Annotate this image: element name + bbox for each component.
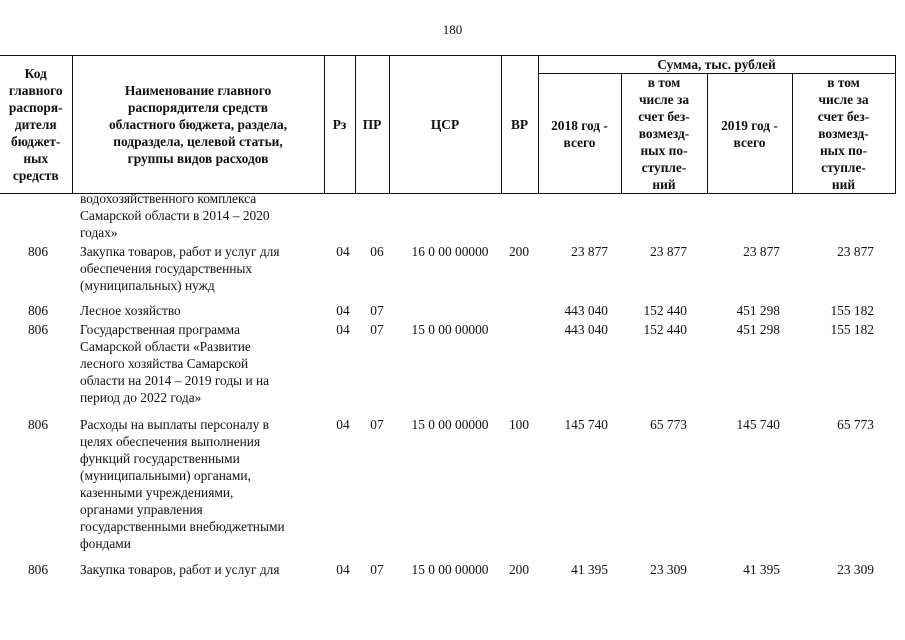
row-csr: 15 0 00 00000	[411, 562, 489, 577]
text-line: главного	[8, 83, 63, 98]
row-2018-free: 152 440	[643, 303, 687, 318]
header-2019-free	[792, 74, 895, 194]
text-line: ных по-	[819, 143, 868, 158]
header-pr: ПР	[355, 56, 389, 194]
row-2018-free: 23 309	[650, 562, 687, 577]
text-line: фондами	[80, 536, 131, 551]
header-2019-total	[707, 74, 792, 194]
text-line: Самарской области в 2014 – 2020	[80, 208, 270, 223]
row-pr: 07	[370, 322, 384, 337]
table-row	[0, 416, 905, 561]
text-line: числе за	[638, 92, 690, 107]
row-name	[80, 321, 322, 406]
row-2019-total: 41 395	[743, 562, 780, 577]
row-name	[80, 243, 322, 294]
text-line: (муниципальных) нужд	[80, 278, 215, 293]
row-2019-total: 145 740	[736, 417, 780, 432]
table-header	[0, 55, 896, 194]
header-name	[72, 56, 324, 194]
row-name	[80, 416, 322, 552]
row-2019-free: 155 182	[830, 322, 874, 337]
text-line: ных по-	[640, 143, 688, 158]
text-line: органами управления	[80, 502, 203, 517]
table-body	[0, 190, 905, 581]
text-line: счет без-	[638, 109, 690, 124]
text-line: всего	[733, 134, 766, 150]
text-line: ний	[652, 177, 676, 192]
text-line: ступле-	[821, 160, 866, 175]
text-line: Государственная программа	[80, 322, 240, 337]
row-code: 806	[27, 303, 49, 318]
row-code: 806	[27, 562, 49, 577]
row-rz: 04	[336, 244, 350, 259]
text-line: функций государственными	[80, 451, 240, 466]
text-line: (муниципальными) органами,	[80, 468, 251, 483]
row-name	[80, 302, 322, 319]
row-2018-total: 23 877	[571, 244, 608, 259]
text-line: казенными учреждениями,	[80, 485, 234, 500]
header-code	[0, 56, 72, 194]
row-csr: 16 0 00 00000	[411, 244, 489, 259]
text-line: Расходы на выплаты персоналу в	[80, 417, 269, 432]
row-rz: 04	[336, 562, 350, 577]
row-vr: 100	[508, 417, 530, 432]
row-csr: 15 0 00 00000	[411, 417, 489, 432]
row-2018-total: 443 040	[564, 303, 608, 318]
row-2019-free: 155 182	[830, 303, 874, 318]
text-line: возмезд-	[638, 126, 690, 141]
text-line: целях обеспечения выполнения	[80, 434, 261, 449]
text-line: распоря-	[8, 100, 63, 115]
table-row	[0, 561, 905, 581]
table-row	[0, 302, 905, 321]
row-2019-total: 451 298	[736, 322, 780, 337]
header-2018-total	[538, 74, 621, 194]
text-line: числе за	[818, 92, 869, 107]
text-line: лесного хозяйства Самарской	[80, 356, 249, 371]
header-rz: Рз	[324, 56, 355, 194]
row-2019-total: 23 877	[743, 244, 780, 259]
text-line: 2019 год -	[721, 117, 778, 133]
row-code: 806	[27, 244, 49, 259]
row-2018-free: 65 773	[650, 417, 687, 432]
text-line: обеспечения государственных	[80, 261, 253, 276]
row-csr: 15 0 00 00000	[411, 322, 489, 337]
row-2018-total: 443 040	[564, 322, 608, 337]
text-line: всего	[563, 134, 596, 150]
row-pr: 07	[370, 303, 384, 318]
text-line: Закупка товаров, работ и услуг для	[80, 562, 280, 577]
row-rz: 04	[336, 322, 350, 337]
row-name	[80, 561, 322, 578]
row-rz: 04	[336, 417, 350, 432]
text-line: Наименование главного	[124, 83, 272, 98]
text-line: государственными внебюджетными	[80, 519, 285, 534]
text-line: Самарской области «Развитие	[80, 339, 251, 354]
text-line: Код	[24, 66, 47, 81]
row-2018-total: 41 395	[571, 562, 608, 577]
text-line: группы видов расходов	[127, 151, 269, 166]
row-2018-total: 145 740	[564, 417, 608, 432]
row-2019-total: 451 298	[736, 303, 780, 318]
text-line: период до 2022 года»	[80, 390, 202, 405]
row-2019-free: 23 877	[837, 244, 874, 259]
header-csr: ЦСР	[389, 56, 501, 194]
table-row	[0, 243, 905, 302]
text-line: средств	[12, 168, 59, 183]
table-row	[0, 321, 905, 416]
text-line: дителя	[14, 117, 57, 132]
row-pr: 07	[370, 417, 384, 432]
text-line: бюджет-	[11, 134, 61, 149]
text-line: Закупка товаров, работ и услуг для	[80, 244, 280, 259]
text-line: счет без-	[817, 109, 870, 124]
header-2018-free	[621, 74, 707, 194]
row-2019-free: 65 773	[837, 417, 874, 432]
text-line: распорядителя средств	[128, 100, 268, 115]
row-vr: 200	[508, 562, 530, 577]
header-sum: Сумма, тыс. рублей	[538, 56, 895, 74]
row-name	[80, 190, 322, 241]
row-2019-free: 23 309	[837, 562, 874, 577]
text-line: подраздела, целевой статьи,	[113, 134, 283, 149]
text-line: ний	[831, 177, 856, 192]
text-line: ных	[23, 151, 49, 166]
text-line: в том	[827, 75, 860, 90]
row-code: 806	[27, 322, 49, 337]
text-line: водохозяйственного комплекса	[80, 191, 257, 206]
row-rz: 04	[336, 303, 350, 318]
text-line: 2018 год -	[551, 117, 608, 133]
row-2018-free: 23 877	[650, 244, 687, 259]
header-vr: ВР	[501, 56, 538, 194]
text-line: годах»	[80, 225, 118, 240]
text-line: в том	[647, 75, 681, 90]
text-line: Лесное хозяйство	[80, 303, 181, 318]
table-row	[0, 190, 905, 243]
page-number: 180	[442, 22, 463, 37]
row-pr: 07	[370, 562, 384, 577]
row-vr: 200	[508, 244, 530, 259]
row-code: 806	[27, 417, 49, 432]
text-line: области на 2014 – 2019 годы и на	[80, 373, 270, 388]
text-line: ступле-	[641, 160, 687, 175]
row-pr: 06	[370, 244, 384, 259]
text-line: областного бюджета, раздела,	[108, 117, 288, 132]
text-line: возмезд-	[818, 126, 869, 141]
row-2018-free: 152 440	[643, 322, 687, 337]
